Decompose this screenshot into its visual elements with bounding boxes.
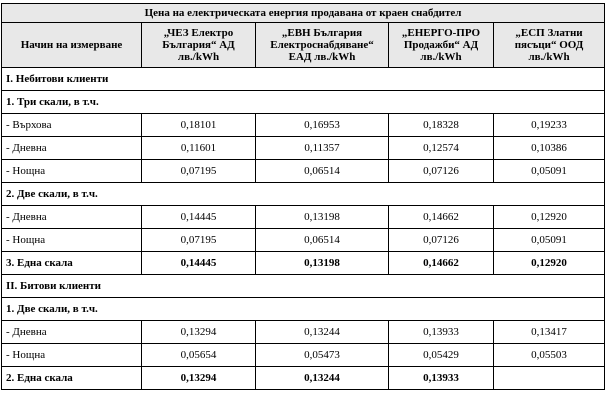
table-header-row: [2, 23, 605, 68]
table-row: [2, 206, 605, 229]
price-cell: 0,13294: [142, 367, 256, 390]
price-cell: 0,11601: [142, 137, 256, 160]
price-cell: 0,16953: [256, 114, 389, 137]
row-label: - Нощна: [2, 344, 142, 367]
header-esp: „ЕСП Златни пясъци“ ООД лв./kWh: [494, 23, 605, 68]
price-cell: 0,19233: [494, 114, 605, 137]
price-cell: 0,14662: [389, 206, 494, 229]
price-cell: 0,05091: [494, 160, 605, 183]
price-cell: 0,18101: [142, 114, 256, 137]
row-label: - Дневна: [2, 137, 142, 160]
price-cell: 0,14445: [142, 206, 256, 229]
header-evn: „ЕВН България Електроснабдяване“ ЕАД лв./kWh: [256, 23, 389, 68]
price-cell: 0,11357: [256, 137, 389, 160]
row-label: - Нощна: [2, 160, 142, 183]
price-cell: 0,13244: [256, 321, 389, 344]
price-cell: 0,07195: [142, 160, 256, 183]
header-measurement-method: Начин на измерване: [2, 23, 142, 68]
section-label: 2. Две скали, в т.ч.: [2, 183, 605, 206]
price-cell: 0,13198: [256, 252, 389, 275]
price-cell: 0,05429: [389, 344, 494, 367]
section-row: [2, 183, 605, 206]
price-cell: 0,14662: [389, 252, 494, 275]
section-label: 1. Две скали, в т.ч.: [2, 298, 605, 321]
row-label: 2. Една скала: [2, 367, 142, 390]
price-cell: 0,06514: [256, 229, 389, 252]
table-row: [2, 114, 605, 137]
price-cell: 0,14445: [142, 252, 256, 275]
table-title: Цена на електрическата енергия продавана от краен снабдител: [2, 4, 605, 23]
price-cell: 0,05091: [494, 229, 605, 252]
row-label: 3. Една скала: [2, 252, 142, 275]
price-cell: 0,10386: [494, 137, 605, 160]
section-label: II. Битови клиенти: [2, 275, 605, 298]
price-cell: [494, 367, 605, 390]
table-row: [2, 137, 605, 160]
price-cell: 0,05654: [142, 344, 256, 367]
header-energo-pro: „ЕНЕРГО-ПРО Продажби“ АД лв./kWh: [389, 23, 494, 68]
table-row: [2, 252, 605, 275]
price-cell: 0,13933: [389, 321, 494, 344]
price-cell: 0,13244: [256, 367, 389, 390]
header-cez: „ЧЕЗ Електро България“ АД лв./kWh: [142, 23, 256, 68]
price-cell: 0,13933: [389, 367, 494, 390]
price-cell: 0,07195: [142, 229, 256, 252]
price-cell: 0,18328: [389, 114, 494, 137]
price-cell: 0,05503: [494, 344, 605, 367]
price-cell: 0,13198: [256, 206, 389, 229]
price-table: [1, 3, 605, 390]
section-label: 1. Три скали, в т.ч.: [2, 91, 605, 114]
table-body: [2, 68, 605, 390]
price-cell: 0,07126: [389, 160, 494, 183]
row-label: - Върхова: [2, 114, 142, 137]
row-label: - Нощна: [2, 229, 142, 252]
price-cell: 0,12920: [494, 206, 605, 229]
price-cell: 0,05473: [256, 344, 389, 367]
price-cell: 0,06514: [256, 160, 389, 183]
table-row: [2, 367, 605, 390]
price-cell: 0,12920: [494, 252, 605, 275]
table-title-row: [2, 4, 605, 23]
section-row: [2, 91, 605, 114]
section-label: I. Небитови клиенти: [2, 68, 605, 91]
price-cell: 0,13417: [494, 321, 605, 344]
table-row: [2, 321, 605, 344]
section-row: [2, 68, 605, 91]
section-row: [2, 298, 605, 321]
price-cell: 0,13294: [142, 321, 256, 344]
row-label: - Дневна: [2, 206, 142, 229]
table-row: [2, 344, 605, 367]
table-row: [2, 229, 605, 252]
table-row: [2, 160, 605, 183]
row-label: - Дневна: [2, 321, 142, 344]
price-cell: 0,07126: [389, 229, 494, 252]
price-cell: 0,12574: [389, 137, 494, 160]
section-row: [2, 275, 605, 298]
